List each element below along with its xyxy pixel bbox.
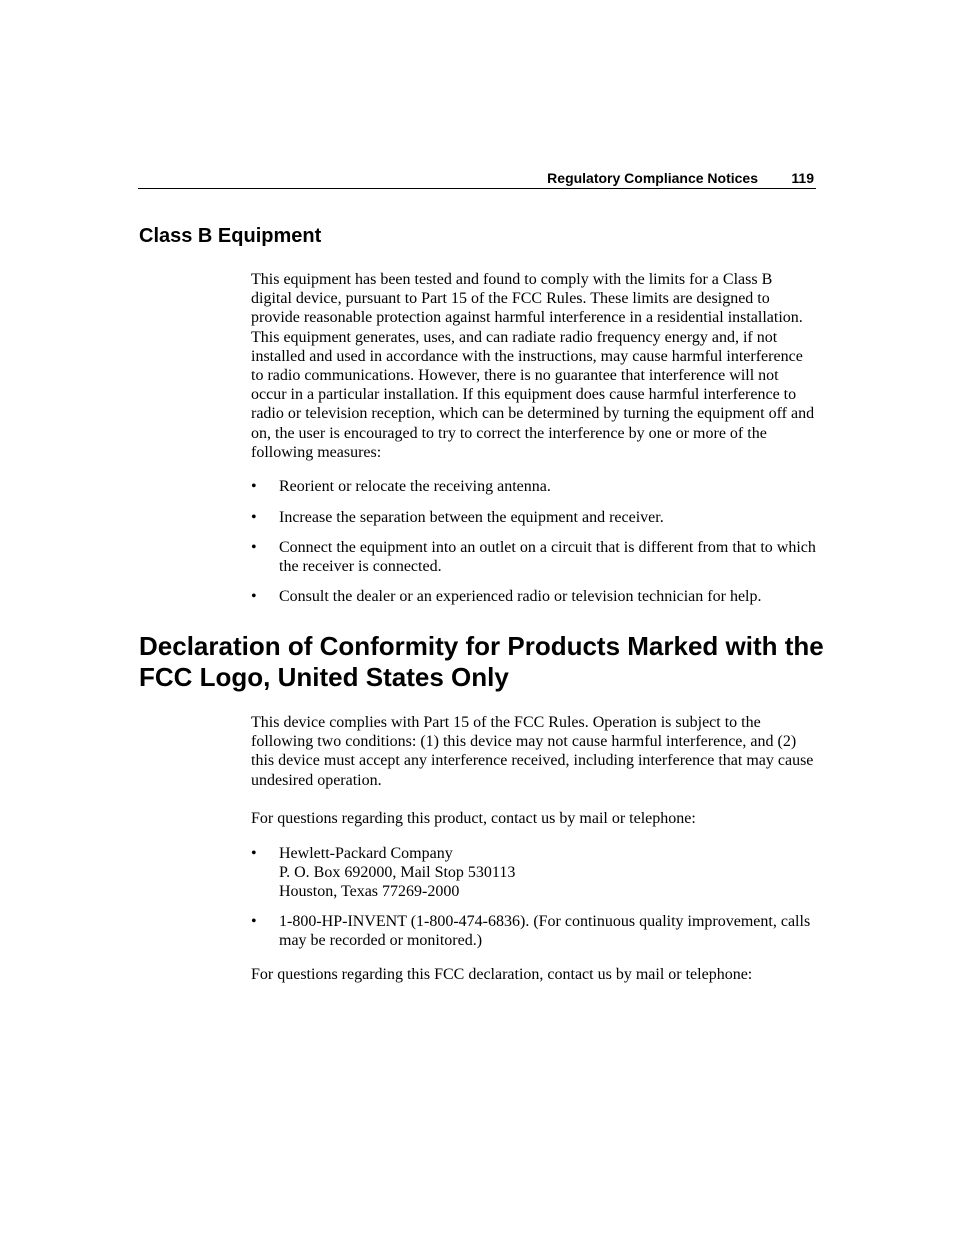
bullet-icon: • <box>251 509 257 526</box>
address-line: P. O. Box 692000, Mail Stop 530113 <box>279 864 516 882</box>
header-section-title: Regulatory Compliance Notices <box>547 170 758 186</box>
bullet-icon: • <box>251 913 257 930</box>
phone-contact: 1-800-HP-INVENT (1-800-474-6836). (For continuous quality improvement, calls may be recorded or monitored.) <box>279 913 811 950</box>
bullet-icon: • <box>251 845 257 862</box>
bullet-icon: • <box>251 478 257 495</box>
mailing-address <box>279 844 817 902</box>
page-number: 119 <box>791 170 814 186</box>
declaration-paragraph: This device complies with Part 15 of the FCC Rules. Operation is subject to the following two conditions: (1) this device may not cause harmful interference, and (2) this device must accept any interference received, including interference that may cause undesired operation. <box>251 714 814 789</box>
product-contact-intro: For questions regarding this product, contact us by mail or telephone: <box>251 810 696 827</box>
class-b-heading: Class B Equipment <box>139 225 322 247</box>
running-header <box>138 167 816 189</box>
address-line: Hewlett-Packard Company <box>279 845 453 862</box>
list-item-text: Reorient or relocate the receiving antenna. <box>279 478 551 495</box>
bullet-icon: • <box>251 539 257 556</box>
fcc-contact-intro: For questions regarding this FCC declaration, contact us by mail or telephone: <box>251 966 753 983</box>
list-item-text: Connect the equipment into an outlet on a circuit that is different from that to which the receiver is connected. <box>279 539 816 576</box>
bullet-icon: • <box>251 588 257 605</box>
address-line: Houston, Texas 77269-2000 <box>279 883 460 901</box>
declaration-heading: Declaration of Conformity for Products Marked with the FCC Logo, United States Only <box>139 631 824 692</box>
list-item-text: Consult the dealer or an experienced radio or television technician for help. <box>279 588 762 605</box>
class-b-paragraph: This equipment has been tested and found to comply with the limits for a Class B digital device, pursuant to Part 15 of the FCC Rules. These limits are designed to provide reasonable protection against harmful interference in a residential installation. This equipment generates, uses, and can radiate radio frequency energy and, if not installed and used in accordance with the instructions, may cause harmful interference to radio communications. However, there is no guarantee that interference will not occur in a particular installation. If this equipment does cause harmful interference to radio or television reception, which can be determined by turning the equipment off and on, the user is encouraged to try to correct the interference by one or more of the following measures: <box>251 271 815 461</box>
list-item-text: Increase the separation between the equipment and receiver. <box>279 509 664 526</box>
